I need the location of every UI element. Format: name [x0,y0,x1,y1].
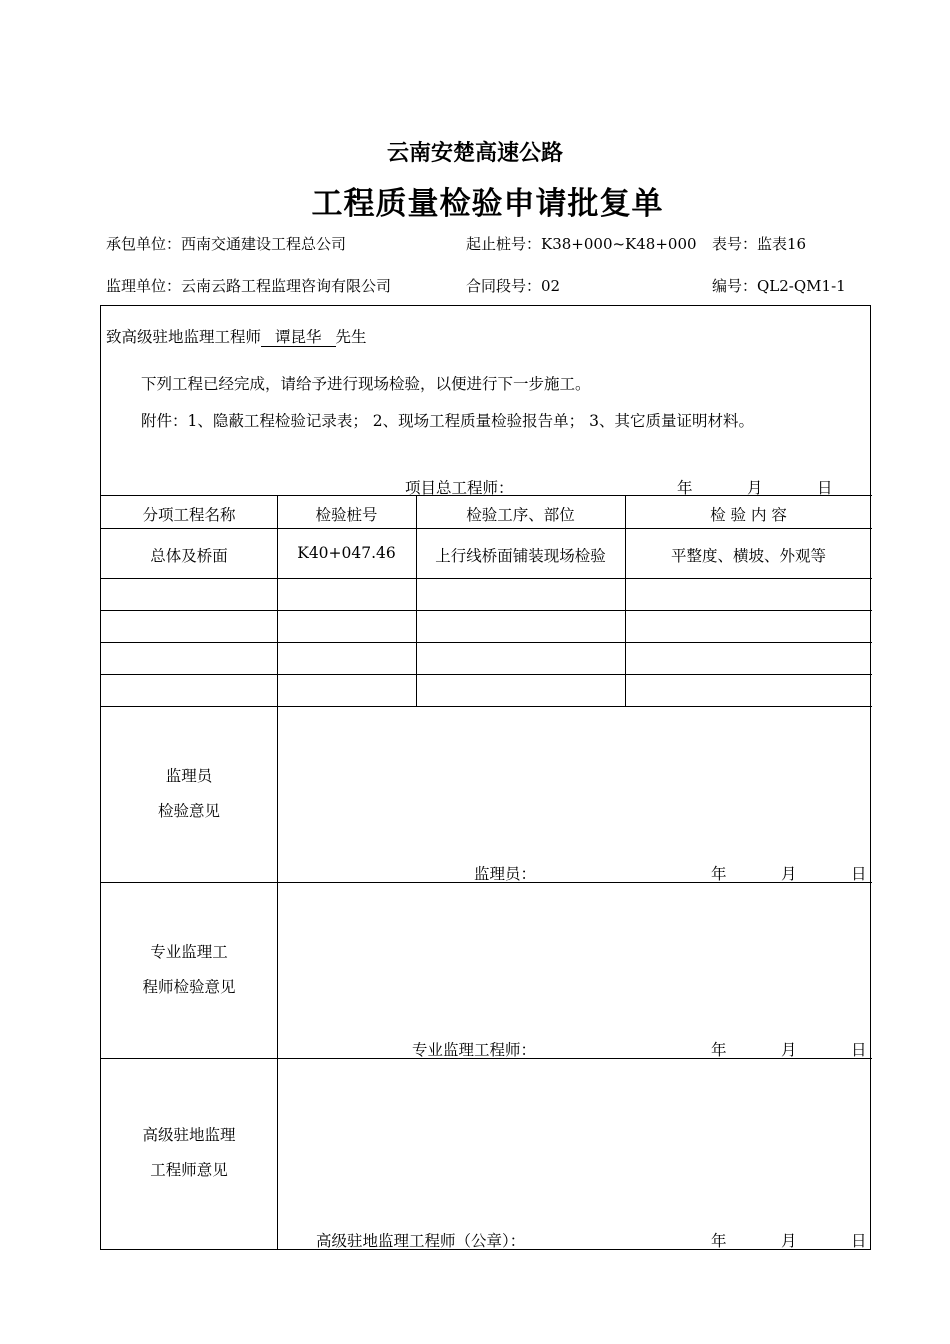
stake-range-info: 起止桩号：K38+000~K48+000 [466,235,697,253]
header-stake: 检验桩号 [315,506,378,524]
attachments-list: 附件：1、隐蔽工程检验记录表； 2、现场工程质量检验报告单； 3、其它质量证明材料。 [141,412,754,430]
table-cell: 平整度、横坡、外观等 [670,547,826,565]
header-procedure: 检验工序、部位 [466,506,575,524]
addressee-prefix: 致高级驻地监理工程师 [106,328,262,346]
opinion-day: 日 [851,1041,867,1059]
opinion-label-line: 专业监理工 [150,943,228,961]
opinion-month: 月 [781,865,797,883]
request-month: 月 [747,479,763,497]
column-line [277,495,278,1249]
document-title: 工程质量检验申请批复单 [311,186,664,222]
column-line [416,495,417,706]
table-cell: 上行线桥面铺装现场检验 [435,547,606,565]
addressee-line [106,325,367,347]
form-number: 表号：监表16 [712,235,807,253]
opinion-year: 年 [711,1041,727,1059]
opinion-day: 日 [851,865,867,883]
column-line [625,495,626,706]
divider [101,610,872,611]
opinion-label [101,1118,277,1188]
table-cell: 总体及桥面 [150,547,228,565]
header-content: 检 验 内 容 [710,506,787,524]
supervisor-unit-info: 监理单位：云南云路工程监理咨询有限公司 [106,277,392,295]
opinion-label-line: 监理员 [165,767,213,785]
chief-engineer-signature-label: 项目总工程师： [405,479,514,497]
inspection-form [100,305,871,1250]
addressee-name: 谭昆华 [261,328,336,347]
request-body: 下列工程已经完成，请给予进行现场检验，以便进行下一步施工。 [141,375,591,393]
opinion-signer-label: 专业监理工程师： [412,1041,537,1059]
contract-section-info: 合同段号：02 [466,277,561,295]
contractor-info: 承包单位：西南交通建设工程总公司 [106,235,347,253]
header-item-name: 分项工程名称 [142,506,236,524]
opinion-label [101,935,277,1005]
opinion-label-line: 程师检验意见 [142,978,236,996]
divider [101,642,872,643]
opinion-label-line: 检验意见 [157,802,220,820]
addressee-suffix: 先生 [335,328,367,346]
divider [101,706,872,707]
opinion-month: 月 [781,1041,797,1059]
opinion-label [101,759,277,829]
divider [101,578,872,579]
document-subtitle: 云南安楚高速公路 [386,140,563,166]
request-year: 年 [677,479,693,497]
opinion-signer-label: 监理员： [474,865,537,883]
divider [101,674,872,675]
opinion-label-line: 工程师意见 [150,1161,228,1179]
divider [101,528,872,529]
table-cell: K40+047.46 [297,544,396,562]
serial-number: 编号：QL2-QM1-1 [712,277,846,295]
opinion-day: 日 [851,1232,867,1250]
opinion-year: 年 [711,1232,727,1250]
opinion-label-line: 高级驻地监理 [142,1126,236,1144]
opinion-month: 月 [781,1232,797,1250]
opinion-year: 年 [711,865,727,883]
request-day: 日 [817,479,833,497]
opinion-signer-label: 高级驻地监理工程师（公章）： [316,1232,526,1250]
